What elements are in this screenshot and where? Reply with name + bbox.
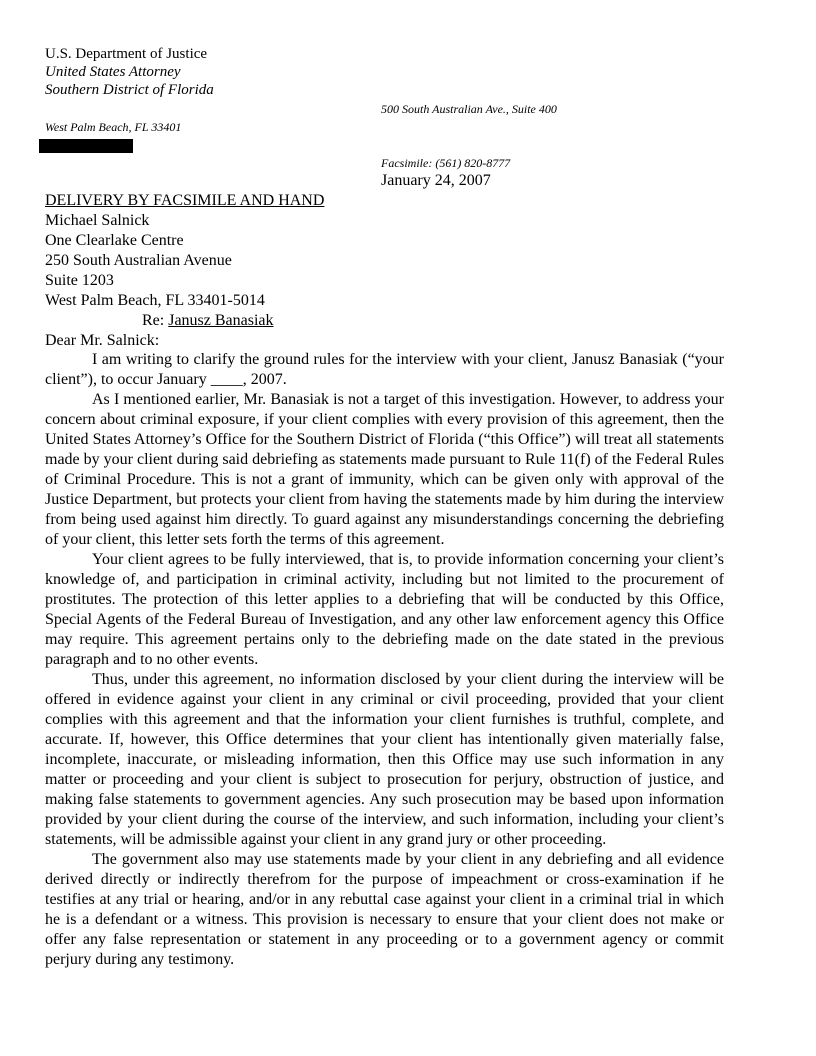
body-paragraph: I am writing to clarify the ground rules for the interview with your client, Janusz Banasiak (“your client”), to occur January ____, 2007. bbox=[45, 351, 724, 388]
recipient-address-line: One Clearlake Centre bbox=[45, 232, 184, 249]
body-paragraph: The government also may use statements made by your client in any debriefing and all evidence derived directly or indirectly therefrom for the purpose of impeachment or cross-examination if he testifies at any trial or hearing, and/or in any rebuttal case against your client in a criminal trial in which he is a defendant or a witness. This provision is necessary to ensure that your client does not make or offer any false representation or statement in any proceeding or to a government agency or commit perjury during any testimony. bbox=[45, 851, 724, 968]
re-prefix: Re: bbox=[142, 312, 169, 329]
salutation: Dear Mr. Salnick: bbox=[45, 332, 160, 349]
letter-date: January 24, 2007 bbox=[381, 172, 491, 189]
department-name: U.S. Department of Justice bbox=[45, 46, 208, 62]
recipient-name: Michael Salnick bbox=[45, 212, 150, 229]
recipient-address-line: West Palm Beach, FL 33401-5014 bbox=[45, 292, 265, 309]
re-line bbox=[142, 311, 274, 331]
body-paragraph: As I mentioned earlier, Mr. Banasiak is not a target of this investigation. However, to address your concern about criminal exposure, if your client complies with every provision of this agreement, then the United States Attorney’s Office for the Southern District of Florida (“this Office”) will treat all statements made by your client during said debriefing as statements made pursuant to Rule 11(f) of the Federal Rules of Criminal Procedure. This is not a grant of immunity, which can be given only with approval of the Justice Department, but protects your client from having the statements made by him during the interview from being used against him directly. To guard against any misunderstandings concerning the debriefing of your client, this letter sets forth the terms of this agreement. bbox=[45, 391, 724, 548]
recipient-address-line: 250 South Australian Avenue bbox=[45, 252, 232, 269]
re-subject: Janusz Banasiak bbox=[168, 312, 274, 329]
recipient-address-line: Suite 1203 bbox=[45, 272, 114, 289]
office-facsimile: Facsimile: (561) 820-8777 bbox=[381, 156, 511, 170]
office-street-address: 500 South Australian Ave., Suite 400 bbox=[381, 102, 557, 116]
district-name: Southern District of Florida bbox=[45, 82, 214, 98]
redaction-bar bbox=[39, 139, 133, 153]
body-paragraph: Thus, under this agreement, no information disclosed by your client during the interview will be offered in evidence against your client in any criminal or civil proceeding, provided that your client complies with this agreement and that the information your client furnishes is truthful, complete, and accurate. If, however, this Office determines that your client has intentionally given materially false, incomplete, inaccurate, or misleading information, then this Office may use such information in any matter or proceeding and your client is subject to prosecution for perjury, obstruction of justice, and making false statements to government agencies. Any such prosecution may be based upon information provided by your client during the course of the interview, and such information, including your client’s statements, will be admissible against your client in any grand jury or other proceeding. bbox=[45, 671, 724, 848]
delivery-method: DELIVERY BY FACSIMILE AND HAND bbox=[45, 192, 325, 209]
office-city: West Palm Beach, FL 33401 bbox=[45, 120, 182, 134]
body-paragraph: Your client agrees to be fully interviewed, that is, to provide information concerning your client’s knowledge of, and participation in criminal activity, including but not limited to the procurement of prostitutes. The protection of this letter applies to a debriefing that will be conducted by this Office, Special Agents of the Federal Bureau of Investigation, and any other law enforcement agency this Office may require. This agreement pertains only to the debriefing made on the date stated in the previous paragraph and to no other events. bbox=[45, 551, 724, 668]
letter-body bbox=[45, 350, 724, 970]
office-name: United States Attorney bbox=[45, 64, 181, 80]
